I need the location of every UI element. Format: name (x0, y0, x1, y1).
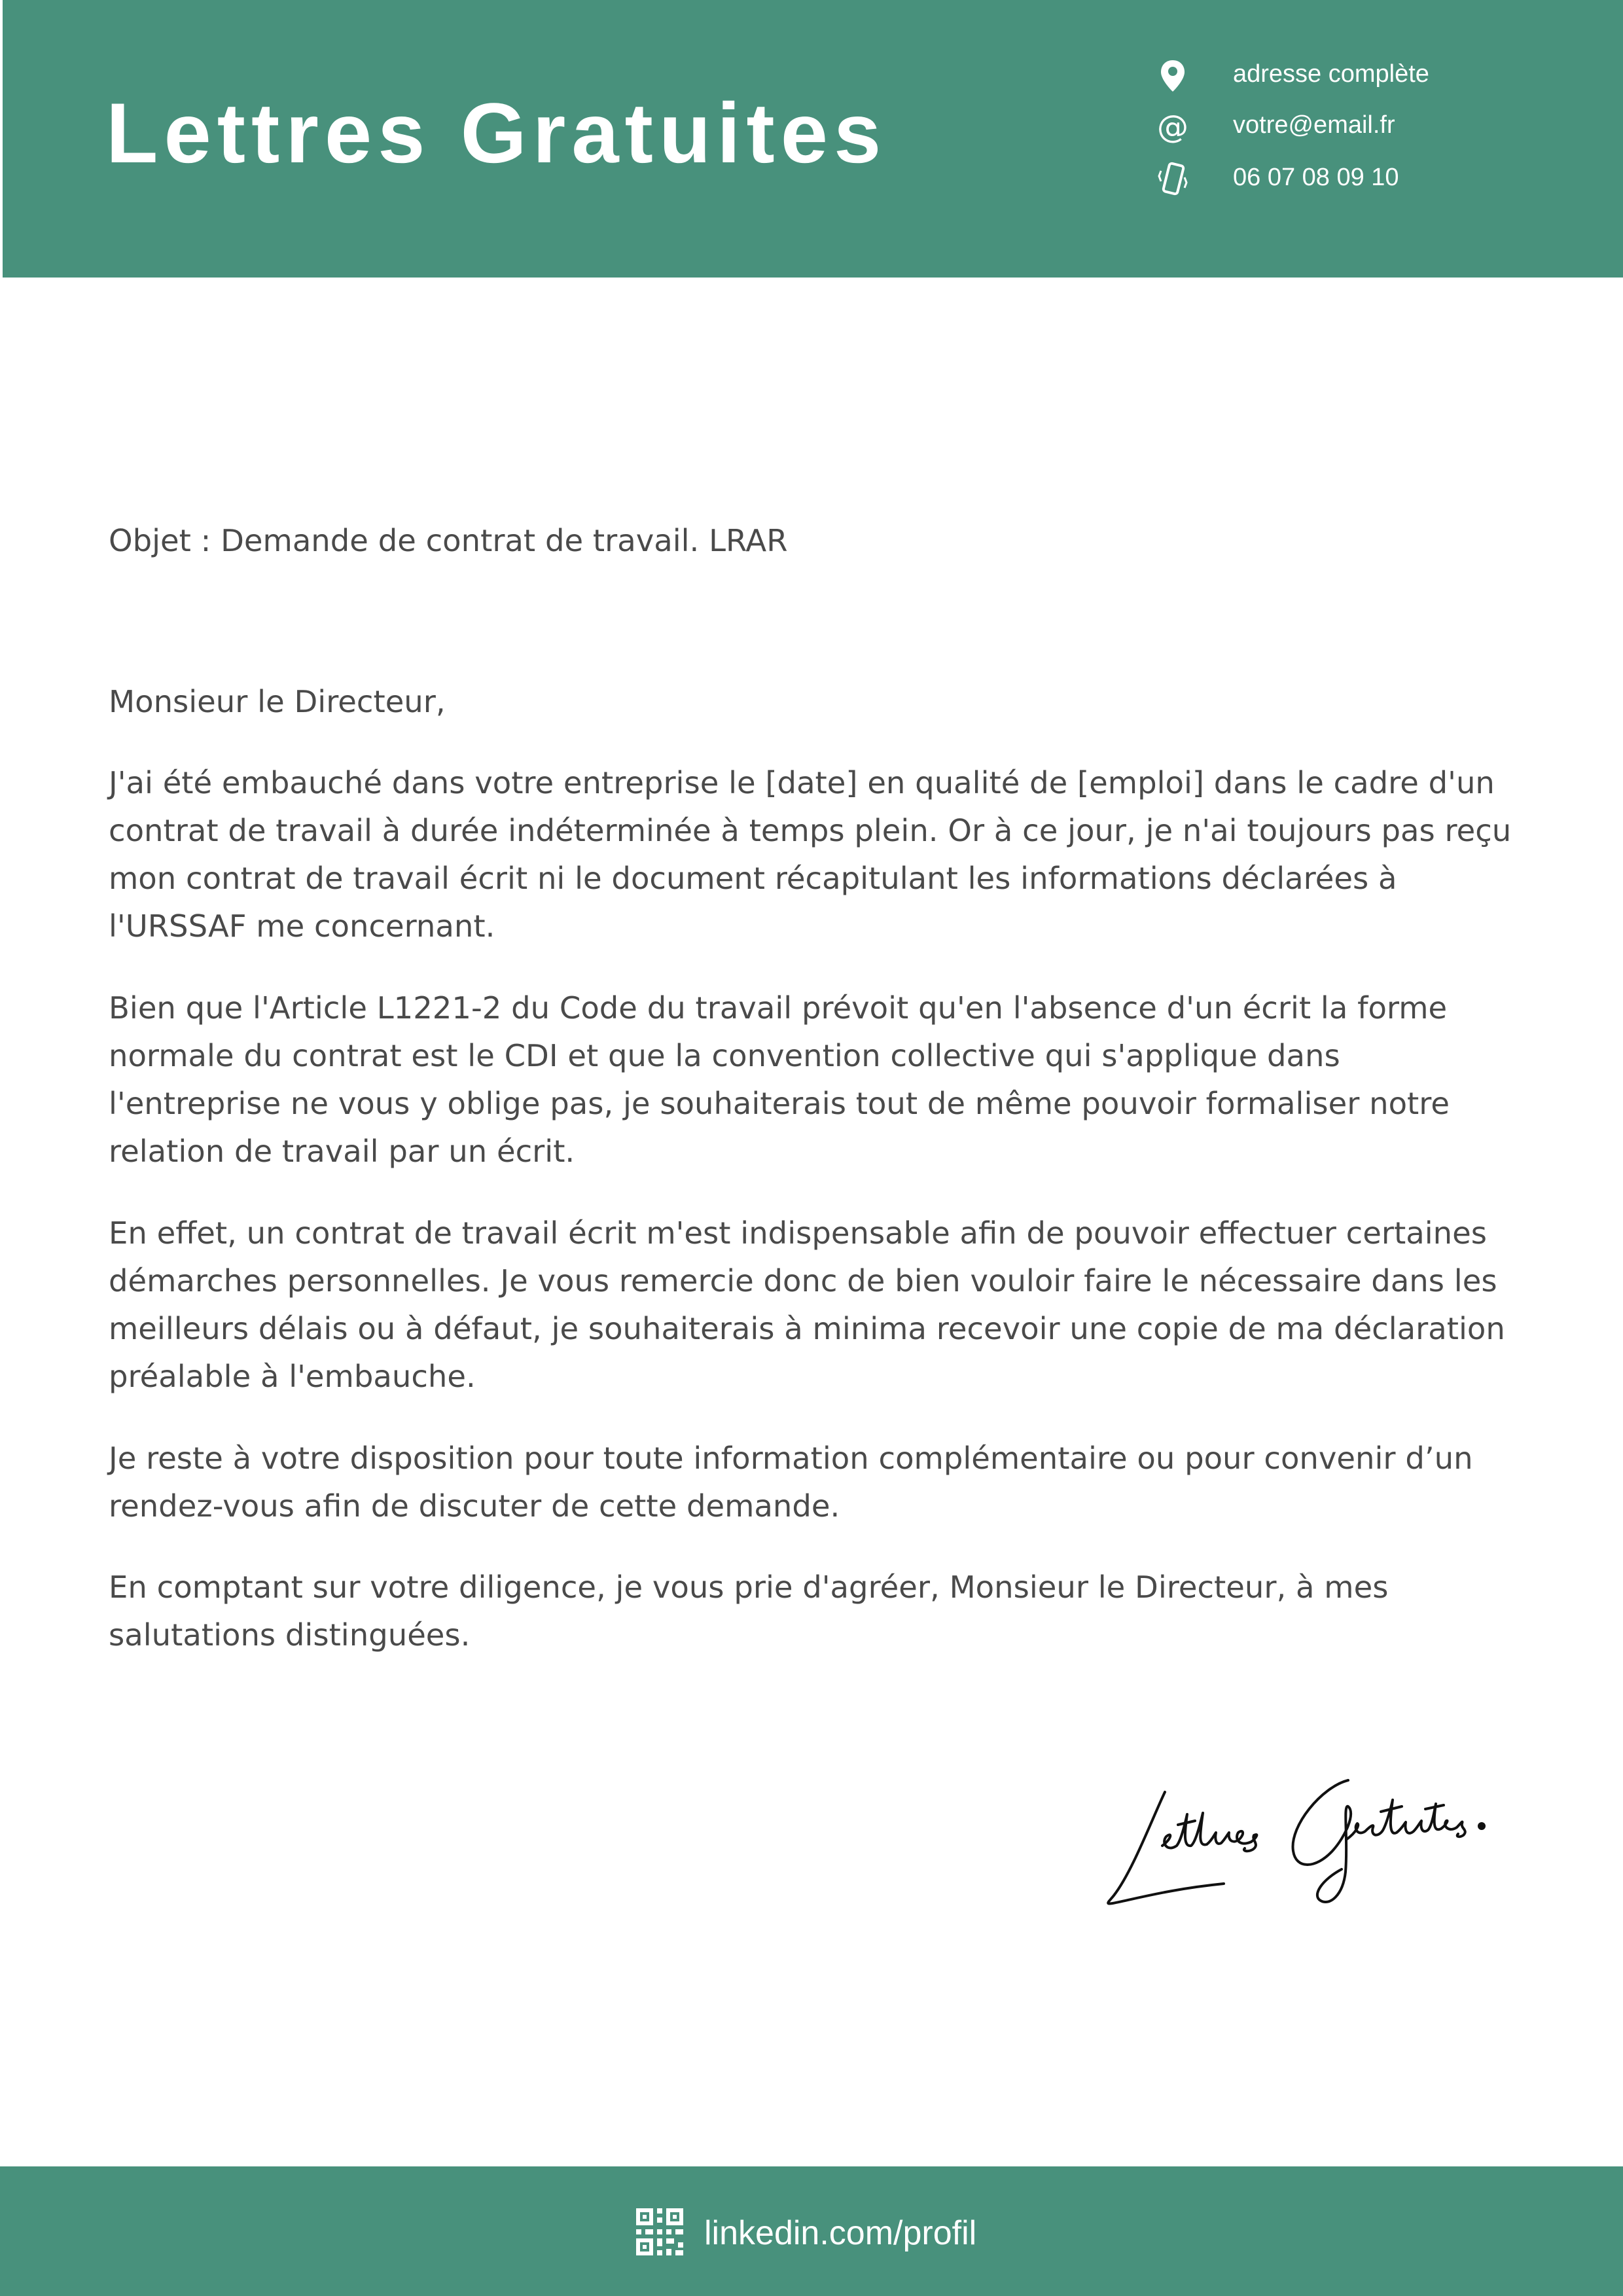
location-pin-icon (1154, 58, 1191, 94)
brand-title: Lettres Gratuites (106, 85, 887, 181)
contact-phone-text: 06 07 08 09 10 (1233, 164, 1399, 191)
at-sign-icon: @ (1157, 109, 1188, 145)
linkedin-url[interactable]: linkedin.com/profil (704, 2214, 977, 2252)
footer-link[interactable] (636, 2210, 976, 2257)
letter-paragraph: Bien que l'Article L1221-2 du Code du travail prévoit qu'en l'absence d'un écrit la forme normale du contrat est le CDI et que la convention collective qui s'applique dans l'entreprise ne vous y oblige pas, je souhaiterais tout de même pouvoir formaliser notre relation de travail par un écrit. (109, 990, 1450, 1169)
handwritten-signature (1099, 1741, 1518, 1918)
letter-paragraph: En comptant sur votre diligence, je vous prie d'agréer, Monsieur le Directeur, à mes salutations distinguées. (109, 1570, 1389, 1653)
phone-icon (1154, 161, 1191, 198)
qr-code-icon (636, 2208, 683, 2258)
header-banner (3, 0, 1623, 278)
footer-banner (0, 2166, 1623, 2296)
contact-email-text: votre@email.fr (1233, 111, 1395, 139)
letter-paragraph: J'ai été embauché dans votre entreprise le [date] en qualité de [emploi] dans le cadre d'un contrat de travail à durée indéterminée à temps plein. Or à ce jour, je n'ai toujours pas reçu mon contrat de travail écrit ni le document récapitulant les informations déclarées à l'URSSAF me concernant. (109, 765, 1512, 944)
letter-paragraph: Je reste à votre disposition pour toute information complémentaire ou pour convenir d’un rendez-vous afin de discuter de cette demande. (109, 1441, 1473, 1524)
contact-address-text: adresse complète (1233, 60, 1429, 88)
letter-paragraph: En effet, un contrat de travail écrit m'est indispensable afin de pouvoir effectuer certaines démarches personnelles. Je vous remercie donc de bien vouloir faire le nécessaire dans les meilleurs délais ou à défaut, je souhaiterais à minima recevoir une copie de ma déclaration préalable à l'embauche. (109, 1215, 1505, 1394)
letter-salutation: Monsieur le Directeur, (109, 684, 446, 719)
letter-subject: Objet : Demande de contrat de travail. LRAR (109, 523, 788, 558)
